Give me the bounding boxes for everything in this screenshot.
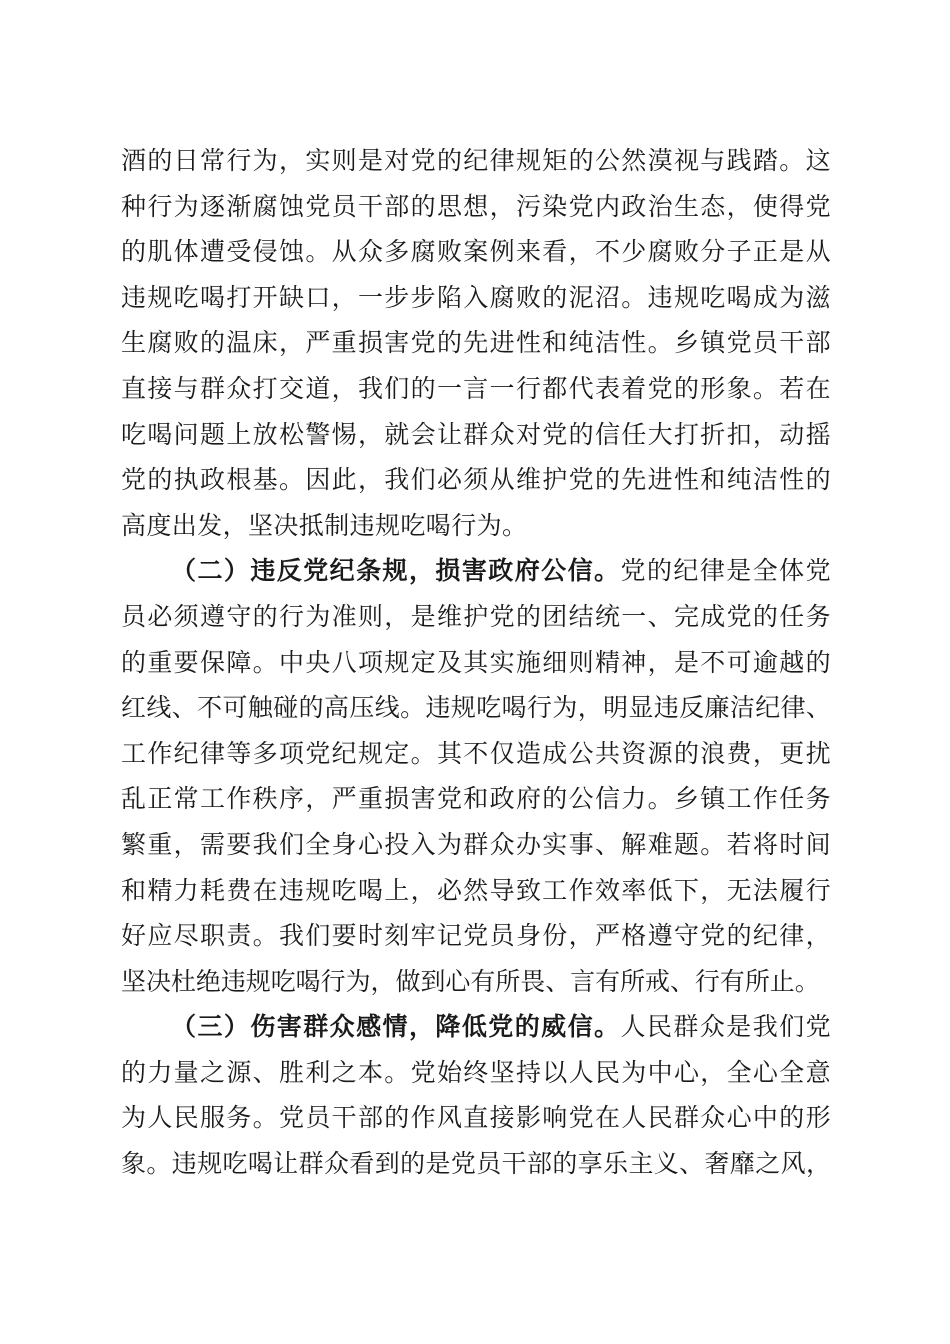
paragraph-3-line: 象。违规吃喝让群众看到的是党员干部的享乐主义、奢靡之风， (121, 1149, 831, 1179)
paragraph-2-line: 乱正常工作秩序，严重损害党和政府的公信力。乡镇工作任务 (121, 784, 831, 814)
paragraph-1-line: 吃喝问题上放松警惕，就会让群众对党的信任大打折扣，动摇 (121, 419, 831, 449)
paragraph-3-line: 的力量之源、胜利之本。党始终坚持以人民为中心，全心全意 (121, 1057, 831, 1087)
paragraph-1-line: 党的执政根基。因此，我们必须从维护党的先进性和纯洁性的 (121, 465, 831, 495)
paragraph-2-line: 繁重，需要我们全身心投入为群众办实事、解难题。若将时间 (121, 829, 831, 859)
paragraph-2-first-line (121, 548, 831, 594)
paragraph-1-line: 酒的日常行为，实则是对党的纪律规矩的公然漠视与践踏。这 (121, 146, 831, 175)
paragraph-1-line: 生腐败的温床，严重损害党的先进性和纯洁性。乡镇党员干部 (121, 328, 831, 358)
paragraph-1-line: 直接与群众打交道，我们的一言一行都代表着党的形象。若在 (121, 373, 831, 403)
paragraph-2-line: 和精力耗费在违规吃喝上，必然导致工作效率低下，无法履行 (121, 875, 831, 905)
paragraph-2-lead-text: 党的纪律是全体党 (620, 556, 831, 586)
section-heading-2: （二）违反党纪条规，损害政府公信。 (171, 556, 621, 586)
document-body (121, 138, 831, 1187)
paragraph-2-line: 好应尽职责。我们要时刻牢记党员身份，严格遵守党的纪律， (121, 921, 831, 951)
paragraph-2-line: 坚决杜绝违规吃喝行为，做到心有所畏、言有所戒、行有所止。 (121, 966, 820, 996)
paragraph-3-line: 为人民服务。党员干部的作风直接影响党在人民群众心中的形 (121, 1103, 831, 1133)
paragraph-2-line: 员必须遵守的行为准则，是维护党的团结统一、完成党的任务 (121, 601, 831, 631)
paragraph-1-line: 高度出发，坚决抵制违规吃喝行为。 (121, 510, 528, 540)
paragraph-3-first-line (121, 1004, 831, 1050)
paragraph-2-line: 的重要保障。中央八项规定及其实施细则精神，是不可逾越的 (121, 647, 831, 677)
paragraph-1-line: 违规吃喝打开缺口，一步步陷入腐败的泥沼。违规吃喝成为滋 (121, 282, 831, 312)
paragraph-1-line: 的肌体遭受侵蚀。从众多腐败案例来看，不少腐败分子正是从 (121, 237, 831, 267)
paragraph-1-line: 种行为逐渐腐蚀党员干部的思想，污染党内政治生态，使得党 (121, 191, 831, 221)
section-heading-3: （三）伤害群众感情，降低党的威信。 (171, 1012, 621, 1042)
paragraph-3-lead-text: 人民群众是我们党 (620, 1012, 831, 1042)
paragraph-2-line: 红线、不可触碰的高压线。违规吃喝行为，明显违反廉洁纪律、 (121, 693, 831, 723)
paragraph-2-line: 工作纪律等多项党纪规定。其不仅造成公共资源的浪费，更扰 (121, 738, 831, 768)
